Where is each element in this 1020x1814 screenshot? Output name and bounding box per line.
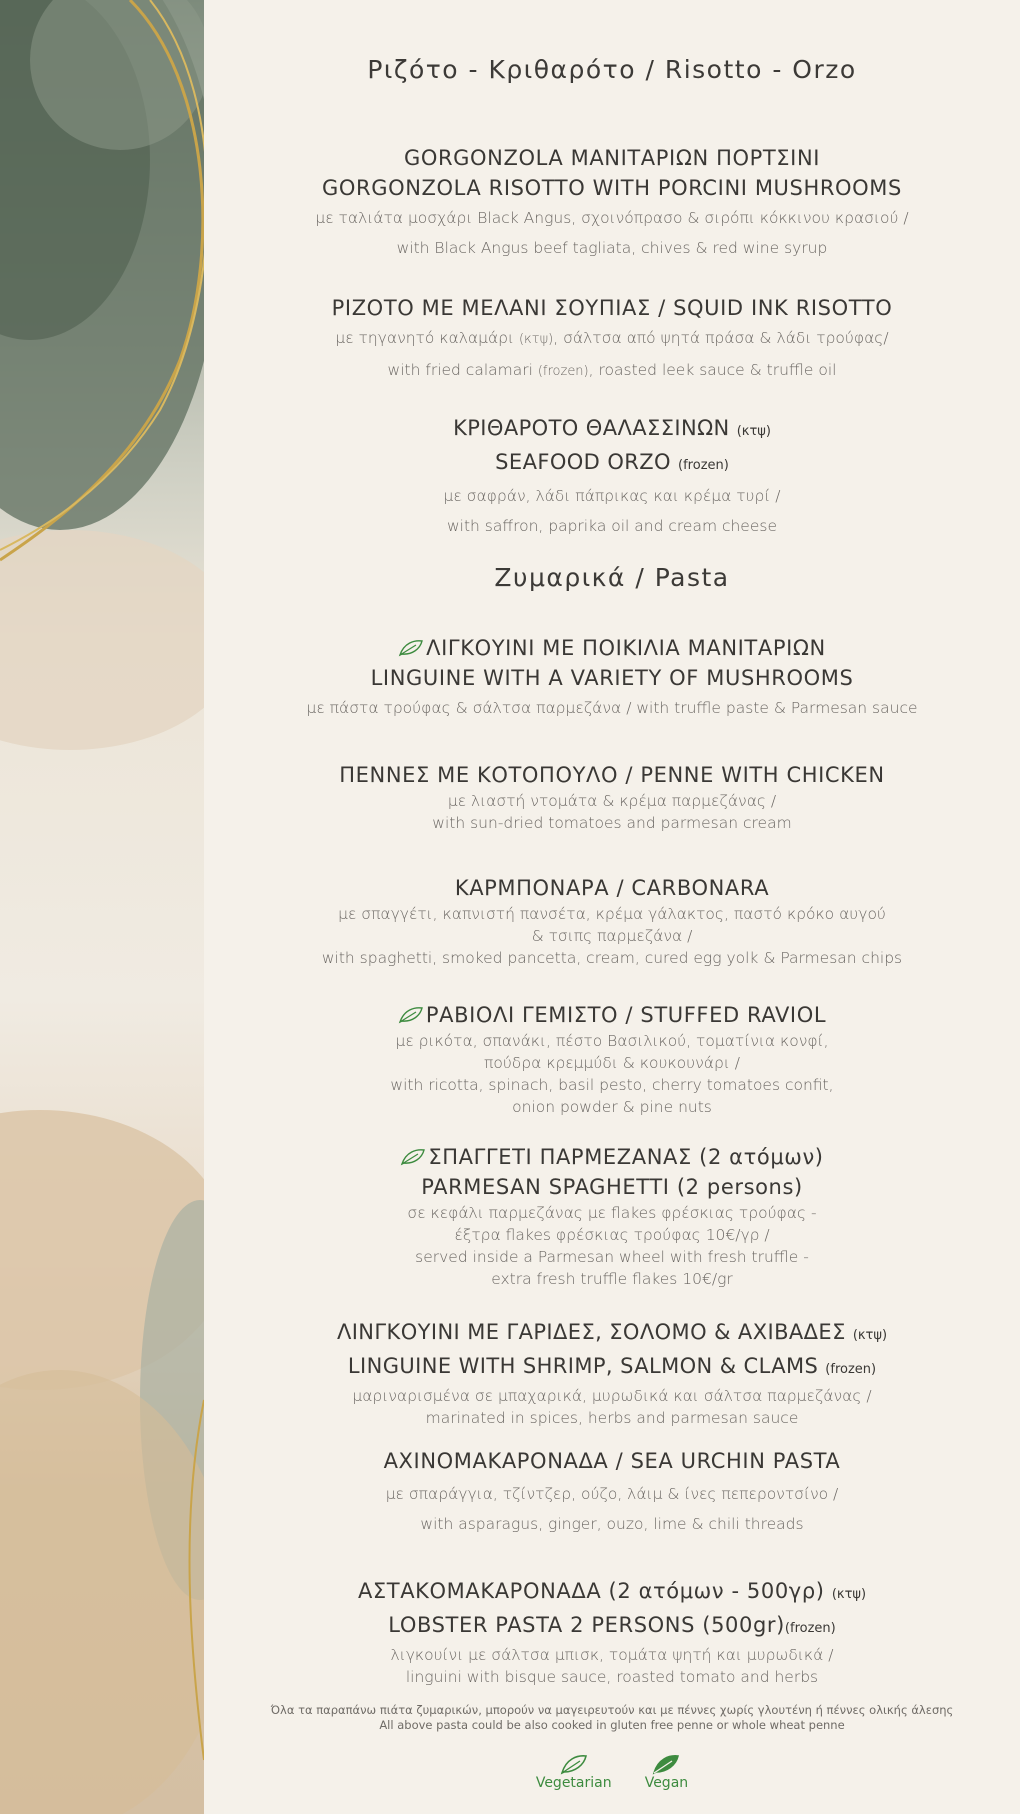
menu-item-carbonara [204,873,1020,969]
vegetarian-leaf-icon [400,1148,426,1166]
menu-page [204,0,1020,1814]
item-desc: & τσιπς παρμεζάνα / [531,927,693,945]
item-title-en: LINGUINE WITH A VARIETY OF MUSHROOMS [370,666,854,690]
menu-item-gorgonzola-risotto [204,143,1020,263]
item-desc: με ρικότα, σπανάκι, πέστο Βασιλικού, τοματίνια κονφί, [395,1032,829,1050]
item-desc: μαριναρισμένα σε μπαχαρικά, μυρωδικά και σάλτσα παρμεζάνας / [352,1387,872,1405]
item-desc: με πάστα τρούφας & σάλτσα παρμεζάνα / with truffle paste & Parmesan sauce [306,699,918,717]
menu-item-parmesan-spaghetti [204,1142,1020,1290]
vegan-leaf-icon [651,1753,681,1775]
item-desc: with fried calamari (frozen), roasted leek sauce & truffle oil [387,361,837,379]
pasta-notes [204,1703,1020,1733]
item-desc: extra fresh truffle flakes 10€/gr [491,1270,733,1288]
menu-item-penne-chicken [204,760,1020,834]
item-title-el: ΛΙΝΓΚΟΥΙΝΙ ΜΕ ΓΑΡΙΔΕΣ, ΣΟΛΟΜΟ & ΑΧΙΒΑΔΕΣ (κτψ) [336,1320,888,1344]
item-title: ΚΑΡΜΠΟΝΑΡΑ / CARBONARA [454,876,770,900]
menu-item-mushroom-linguine [204,633,1020,723]
item-title: ΡΑΒΙΟΛΙ ΓΕΜΙΣΤΟ / STUFFED RAVIOL [204,1000,1020,1030]
legend-vegetarian-label: Vegetarian [535,1775,612,1791]
item-title-el: ΚΡΙΘΑΡΟΤΟ ΘΑΛΑΣΣΙΝΩΝ (κτψ) [453,416,771,440]
diet-legend [204,1753,1020,1791]
menu-item-lobster-pasta [204,1576,1020,1688]
menu-item-seafood-orzo [204,413,1020,541]
item-desc: με σπαγγέτι, καπνιστή πανσέτα, κρέμα γάλακτος, παστό κρόκο αυγού [338,905,886,923]
item-desc: με λιαστή ντομάτα & κρέμα παρμεζάνας / [447,792,777,810]
legend-vegan [645,1753,688,1791]
item-desc: with ricotta, spinach, basil pesto, cherry tomatoes confit, [390,1076,834,1094]
item-desc: λιγκουίνι με σάλτσα μπισκ, τομάτα ψητή και μυρωδικά / [390,1646,834,1664]
menu-item-seafood-linguine [204,1317,1020,1429]
menu-item-squid-ink-risotto [204,293,1020,387]
section-title-risotto: Ριζότο - Κριθαρότο / Risotto - Orzo [367,55,857,84]
menu-item-stuffed-ravioli [204,1000,1020,1118]
legend-vegetarian [536,1753,612,1791]
item-title-en: LOBSTER PASTA 2 PERSONS (500gr)(frozen) [388,1613,836,1637]
section-title-pasta: Ζυμαρικά / Pasta [494,563,730,592]
item-desc: πούδρα κρεμμύδι & κουκουνάρι / [484,1054,740,1072]
menu-item-sea-urchin-pasta [204,1446,1020,1539]
decorative-watercolor-art [0,0,204,1814]
item-desc: marinated in spices, herbs and parmesan sauce [425,1409,799,1427]
item-desc: served inside a Parmesan wheel with fresh truffle - [415,1248,809,1266]
item-title-en: PARMESAN SPAGHETTI (2 persons) [421,1175,803,1199]
item-title: ΑΧΙΝΟΜΑΚΑΡΟΝΑΔΑ / SEA URCHIN PASTA [383,1449,841,1473]
item-desc: linguini with bisque sauce, roasted tomato and herbs [405,1668,819,1686]
vegetarian-leaf-icon [398,639,424,657]
item-desc: σε κεφάλι παρμεζάνας με flakes φρέσκιας τρούφας - [407,1204,817,1222]
item-desc: with asparagus, ginger, ouzo, lime & chili threads [420,1515,804,1533]
item-title-el: GORGONZOLA ΜΑΝΙΤΑΡΙΩΝ ΠΟΡΤΣΙΝΙ [403,146,821,170]
item-title-el: ΑΣΤΑΚΟΜΑΚΑΡΟΝΑΔΑ (2 ατόμων - 500γρ) (κτψ) [357,1579,867,1603]
item-desc: με σπαράγγια, τζίντζερ, ούζο, λάιμ & ίνες πεπεροντσίνο / [385,1485,839,1503]
item-desc: with saffron, paprika oil and cream cheese [447,517,777,535]
item-title-el: ΛΙΓΚΟΥΙΝΙ ΜΕ ΠΟΙΚΙΛΙΑ ΜΑΝΙΤΑΡΙΩΝ [204,633,1020,663]
item-desc: με τηγανητό καλαμάρι (κτψ), σάλτσα από ψητά πράσα & λάδι τρούφας/ [335,329,889,347]
item-title-el: ΣΠΑΓΓΕΤΙ ΠΑΡΜΕΖΑΝΑΣ (2 ατόμων) [204,1142,1020,1172]
item-desc: with Black Angus beef tagliata, chives & red wine syrup [396,239,828,257]
note-greek: Όλα τα παραπάνω πιάτα ζυμαρικών, μπορούν να μαγειρευτούν και με πέννες χωρίς γλουτένη ή πέννες ολικής άλεσης [270,1703,954,1717]
item-desc: with sun-dried tomatoes and parmesan cream [432,814,792,832]
note-english: All above pasta could be also cooked in gluten free penne or whole wheat penne [379,1718,845,1732]
item-title: ΠΕΝΝΕΣ ΜΕ ΚΟΤΟΠΟΥΛΟ / PENNE WITH CHICKEN [339,763,885,787]
item-title-en: SEAFOOD ORZO (frozen) [495,450,729,474]
item-title-en: GORGONZOLA RISOTTO WITH PORCINI MUSHROOMS [322,176,902,200]
legend-vegan-label: Vegan [644,1775,689,1791]
item-desc: έξτρα flakes φρέσκιας τρούφας 10€/γρ / [454,1226,770,1244]
item-desc: με ταλιάτα μοσχάρι Black Angus, σχοινόπρασο & σιρόπι κόκκινου κρασιού / [315,209,909,227]
item-title: ΡΙΖΟΤΟ ΜΕ ΜΕΛΑΝΙ ΣΟΥΠΙΑΣ / SQUID INK RISOTTO [331,296,893,320]
item-desc: με σαφράν, λάδι πάπρικας και κρέμα τυρί / [443,487,781,505]
vegetarian-leaf-icon [559,1753,589,1775]
item-title-en: LINGUINE WITH SHRIMP, SALMON & CLAMS (frozen) [347,1354,877,1378]
vegetarian-leaf-icon [398,1006,424,1024]
item-desc: with spaghetti, smoked pancetta, cream, cured egg yolk & Parmesan chips [321,949,903,967]
item-desc: onion powder & pine nuts [512,1098,712,1116]
